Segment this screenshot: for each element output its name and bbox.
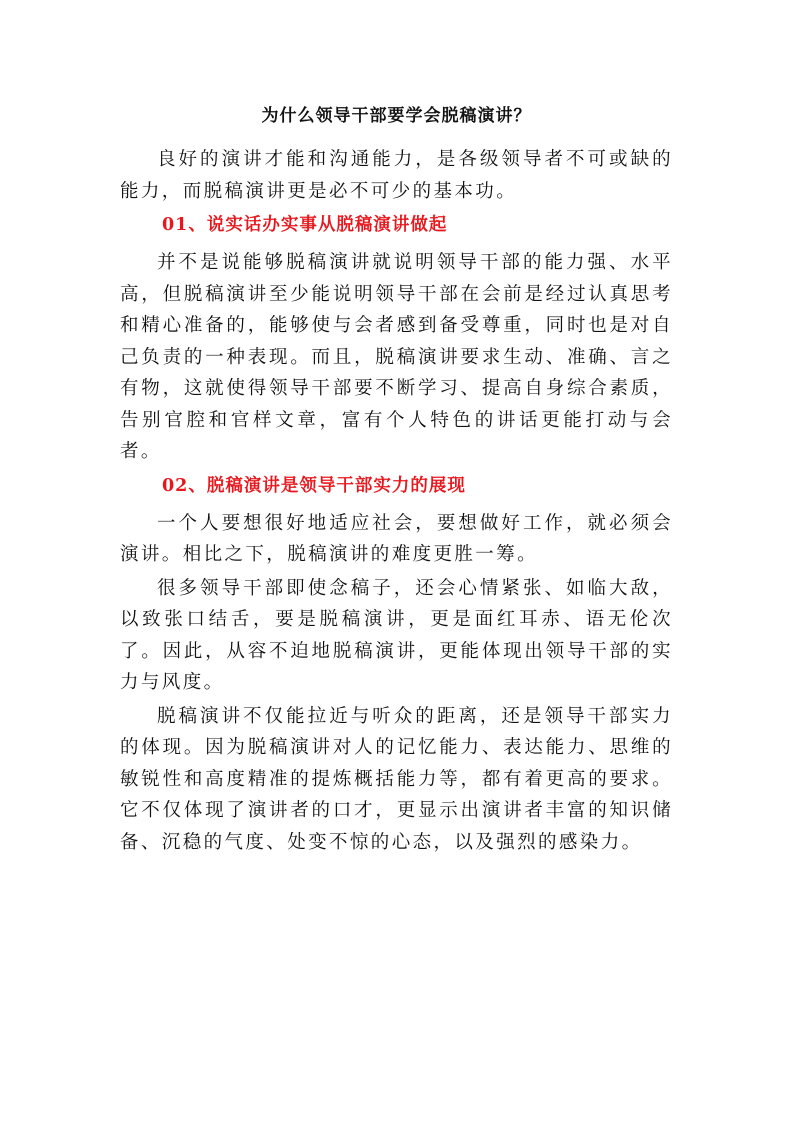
section-1-paragraph-1: 并不是说能够脱稿演讲就说明领导干部的能力强、水平高，但脱稿演讲至少能说明领导干部在会前是经过认真思考和精心准备的，能够使与会者感到备受尊重，同时也是对自己负责的一种表现。而且，脱稿演讲要求生动、准确、言之有物，这就使得领导干部要不断学习、提高自身综合素质，告别官腔和官样文章，富有个人特色的讲话更能打动与会者。 (120, 252, 673, 462)
section-2-paragraph-1: 一个人要想很好地适应社会，要想做好工作，就必须会演讲。相比之下，脱稿演讲的难度更胜一筹。 (120, 512, 673, 565)
section-2-paragraph-2: 很多领导干部即使念稿子，还会心情紧张、如临大敌，以致张口结舌，要是脱稿演讲，更是面红耳赤、语无伦次了。因此，从容不迫地脱稿演讲，更能体现出领导干部的实力与风度。 (120, 577, 673, 693)
intro-paragraph: 良好的演讲才能和沟通能力，是各级领导者不可或缺的能力，而脱稿演讲更是必不可少的基本功。 (120, 149, 673, 202)
section-1-heading: 01、说实话办实事从脱稿演讲做起 (162, 215, 448, 235)
section-2-heading: 02、脱稿演讲是领导干部实力的展现 (162, 475, 466, 496)
document-body (120, 144, 673, 860)
document-title: 为什么领导干部要学会脱稿演讲？ (261, 106, 532, 126)
section-2-paragraph-3: 脱稿演讲不仅能拉近与听众的距离，还是领导干部实力的体现。因为脱稿演讲对人的记忆能力、表达能力、思维的敏锐性和高度精准的提炼概括能力等，都有着更高的要求。它不仅体现了演讲者的口才，更显示出演讲者丰富的知识储备、沉稳的气度、处变不惊的心态，以及强烈的感染力。 (120, 705, 673, 853)
